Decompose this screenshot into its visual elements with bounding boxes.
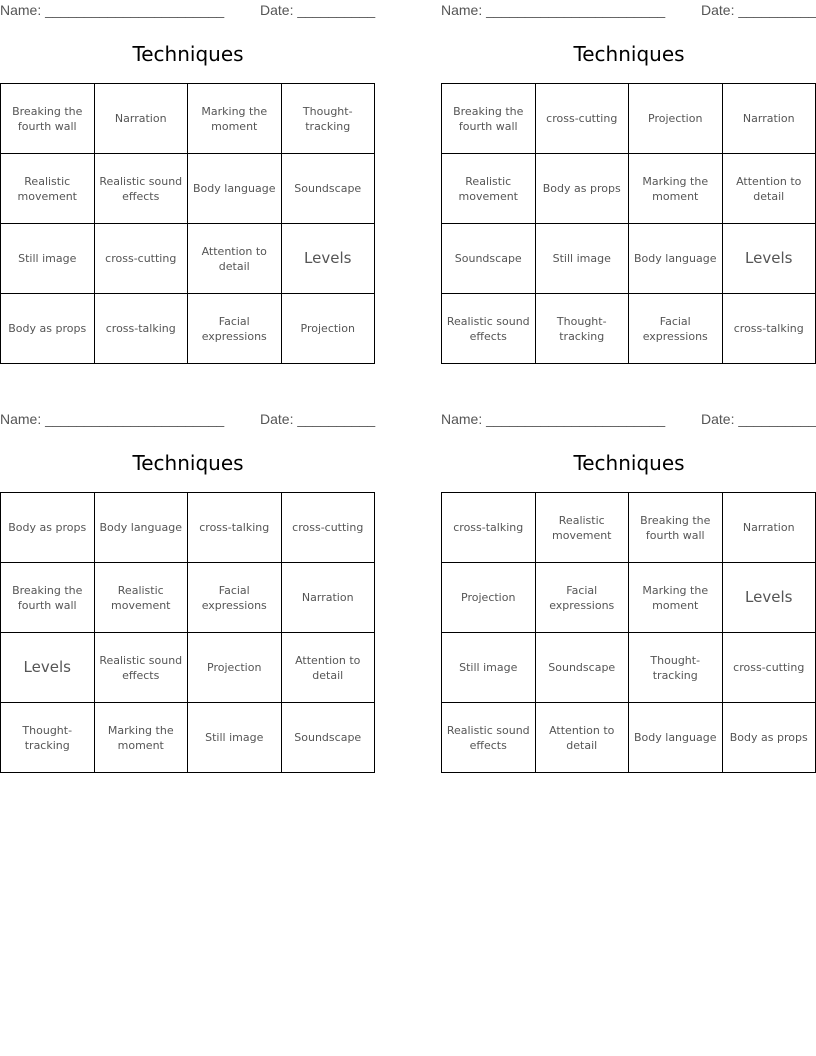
- grid-cell: Thought-tracking: [535, 294, 629, 364]
- name-field: Name: _______________________: [0, 2, 225, 18]
- grid-row: [1, 154, 375, 224]
- card-header: [441, 0, 816, 22]
- date-field: Date: __________: [701, 411, 816, 427]
- grid-cell: Realistic sound effects: [442, 703, 536, 773]
- grid-cell: cross-cutting: [281, 493, 375, 563]
- grid-cell: cross-talking: [188, 493, 282, 563]
- grid-row: [442, 493, 816, 563]
- date-field: Date: __________: [260, 2, 376, 18]
- grid-cell: Levels: [1, 633, 95, 703]
- grid-cell: Still image: [535, 224, 629, 294]
- grid-cell: Soundscape: [442, 224, 536, 294]
- grid-cell: Marking the moment: [188, 84, 282, 154]
- grid-cell: cross-talking: [94, 294, 188, 364]
- grid-cell: Facial expressions: [629, 294, 723, 364]
- grid-cell: Marking the moment: [629, 154, 723, 224]
- grid-cell: Body as props: [1, 294, 95, 364]
- card-header: [441, 409, 816, 431]
- grid-cell: Still image: [1, 224, 95, 294]
- grid-row: [1, 224, 375, 294]
- grid-cell: Narration: [94, 84, 188, 154]
- card-title: Techniques: [132, 42, 244, 66]
- grid-row: [442, 224, 816, 294]
- grid-cell: Body language: [94, 493, 188, 563]
- grid-cell: Facial expressions: [188, 563, 282, 633]
- grid-row: [1, 493, 375, 563]
- grid-cell: Soundscape: [535, 633, 629, 703]
- grid-row: [1, 84, 375, 154]
- grid-cell: cross-cutting: [722, 633, 816, 703]
- grid-cell: cross-talking: [722, 294, 816, 364]
- grid-cell: Thought-tracking: [281, 84, 375, 154]
- grid-cell: cross-cutting: [535, 84, 629, 154]
- grid-cell: Body language: [629, 703, 723, 773]
- grid-cell: cross-talking: [442, 493, 536, 563]
- grid-cell: Projection: [188, 633, 282, 703]
- name-field: Name: _______________________: [0, 411, 225, 427]
- bingo-grid: [441, 492, 816, 773]
- grid-cell: Attention to detail: [722, 154, 816, 224]
- grid-cell: Marking the moment: [629, 563, 723, 633]
- grid-cell: Breaking the fourth wall: [1, 563, 95, 633]
- grid-cell: Breaking the fourth wall: [442, 84, 536, 154]
- grid-cell: Levels: [281, 224, 375, 294]
- grid-row: [442, 84, 816, 154]
- grid-cell: Realistic movement: [535, 493, 629, 563]
- grid-row: [442, 154, 816, 224]
- card-header: [0, 0, 376, 22]
- grid-row: [1, 703, 375, 773]
- grid-cell: Levels: [722, 563, 816, 633]
- grid-cell: Realistic sound effects: [442, 294, 536, 364]
- grid-cell: Soundscape: [281, 154, 375, 224]
- grid-cell: cross-cutting: [94, 224, 188, 294]
- grid-cell: Breaking the fourth wall: [629, 493, 723, 563]
- grid-row: [1, 633, 375, 703]
- bingo-grid: [441, 83, 816, 364]
- grid-cell: Levels: [722, 224, 816, 294]
- grid-row: [442, 633, 816, 703]
- grid-cell: Marking the moment: [94, 703, 188, 773]
- card-title: Techniques: [573, 42, 685, 66]
- grid-cell: Still image: [188, 703, 282, 773]
- grid-cell: Realistic sound effects: [94, 154, 188, 224]
- grid-cell: Realistic sound effects: [94, 633, 188, 703]
- card-title: Techniques: [132, 451, 244, 475]
- grid-cell: Projection: [281, 294, 375, 364]
- grid-cell: Projection: [442, 563, 536, 633]
- grid-cell: Thought-tracking: [1, 703, 95, 773]
- grid-cell: Narration: [281, 563, 375, 633]
- grid-cell: Body as props: [722, 703, 816, 773]
- grid-cell: Projection: [629, 84, 723, 154]
- grid-cell: Realistic movement: [94, 563, 188, 633]
- grid-cell: Realistic movement: [1, 154, 95, 224]
- grid-cell: Facial expressions: [188, 294, 282, 364]
- grid-cell: Narration: [722, 84, 816, 154]
- grid-cell: Attention to detail: [281, 633, 375, 703]
- grid-cell: Still image: [442, 633, 536, 703]
- grid-row: [442, 703, 816, 773]
- bingo-grid: [0, 492, 375, 773]
- name-field: Name: _______________________: [441, 2, 666, 18]
- grid-cell: Attention to detail: [188, 224, 282, 294]
- card-header: [0, 409, 376, 431]
- grid-row: [1, 563, 375, 633]
- date-field: Date: __________: [701, 2, 816, 18]
- date-field: Date: __________: [260, 411, 376, 427]
- grid-cell: Body language: [629, 224, 723, 294]
- grid-cell: Narration: [722, 493, 816, 563]
- grid-row: [442, 563, 816, 633]
- grid-cell: Attention to detail: [535, 703, 629, 773]
- grid-row: [442, 294, 816, 364]
- grid-cell: Thought-tracking: [629, 633, 723, 703]
- grid-cell: Facial expressions: [535, 563, 629, 633]
- grid-cell: Body as props: [1, 493, 95, 563]
- grid-cell: Breaking the fourth wall: [1, 84, 95, 154]
- name-field: Name: _______________________: [441, 411, 666, 427]
- grid-cell: Body language: [188, 154, 282, 224]
- grid-cell: Soundscape: [281, 703, 375, 773]
- card-title: Techniques: [573, 451, 685, 475]
- grid-cell: Body as props: [535, 154, 629, 224]
- bingo-grid: [0, 83, 375, 364]
- grid-cell: Realistic movement: [442, 154, 536, 224]
- grid-row: [1, 294, 375, 364]
